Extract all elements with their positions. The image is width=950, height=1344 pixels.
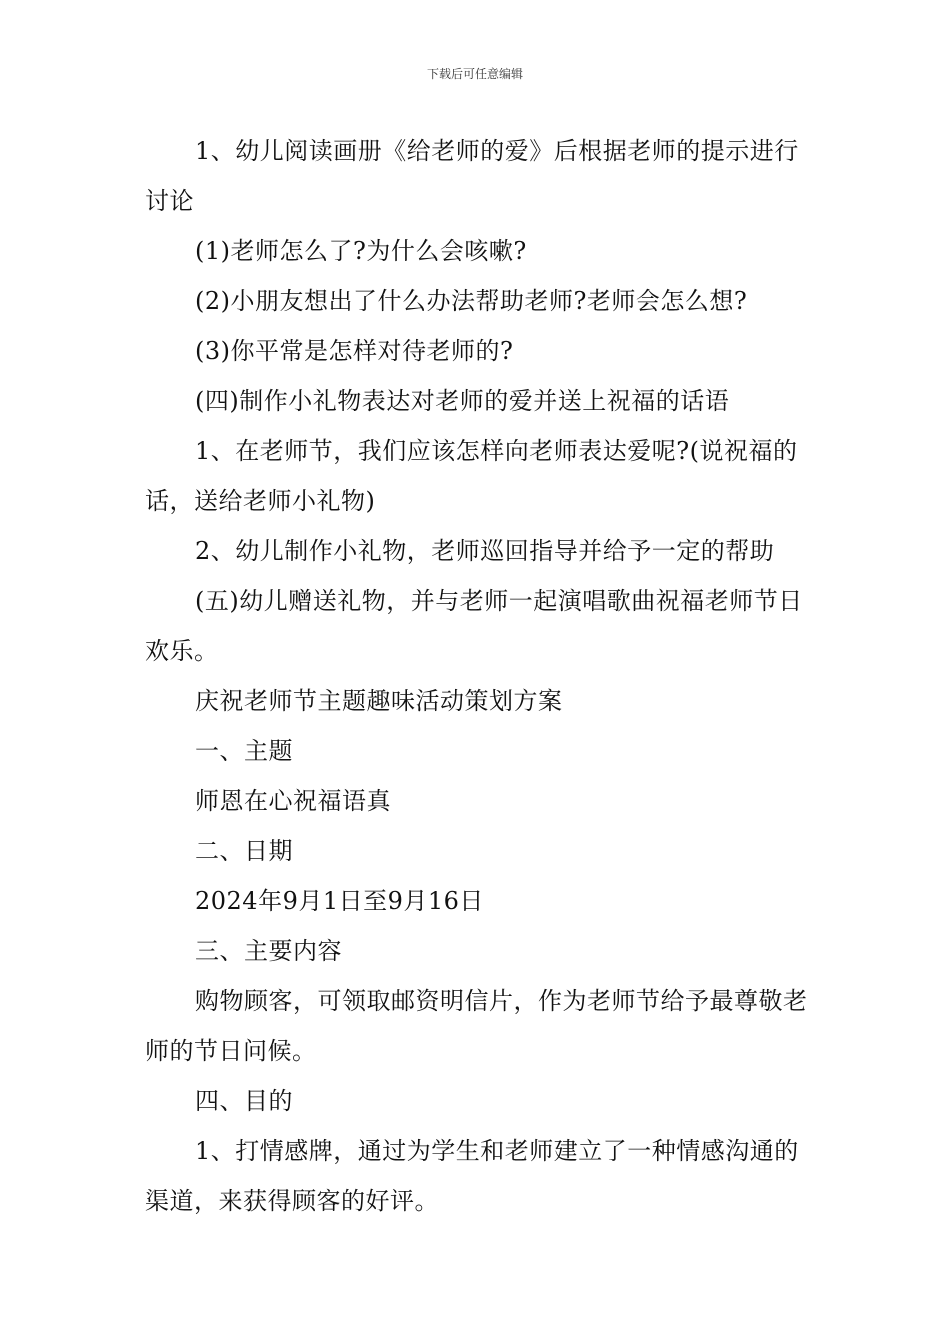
- paragraph-question-2: (2)小朋友想出了什么办法帮助老师?老师会怎么想?: [195, 287, 748, 315]
- paragraph-content-heading: 三、主要内容: [195, 937, 342, 965]
- paragraph-content: 购物顾客，可领取邮资明信片，作为老师节给予最尊敬老师的节日问候。: [145, 987, 808, 1065]
- paragraph-question-3: (3)你平常是怎样对待老师的?: [195, 337, 514, 365]
- paragraph-discussion: 1、幼儿阅读画册《给老师的爱》后根据老师的提示进行讨论: [145, 137, 799, 215]
- paragraph-purpose-1: 1、打情感牌，通过为学生和老师建立了一种情感沟通的渠道，来获得顾客的好评。: [145, 1137, 799, 1215]
- paragraph-question-1: (1)老师怎么了?为什么会咳嗽?: [195, 237, 527, 265]
- paragraph-date-heading: 二、日期: [195, 837, 293, 865]
- page-header: 下载后可任意编辑: [426, 67, 523, 81]
- paragraph-date: 2024年9月1日至9月16日: [195, 887, 484, 915]
- paragraph-purpose-heading: 四、目的: [195, 1087, 293, 1115]
- paragraph-theme: 师恩在心祝福语真: [195, 787, 391, 815]
- paragraph-section-five: (五)幼儿赠送礼物，并与老师一起演唱歌曲祝福老师节日欢乐。: [145, 587, 803, 665]
- paragraph-theme-heading: 一、主题: [195, 737, 293, 765]
- document-body: [145, 126, 810, 1226]
- paragraph-section-four: (四)制作小礼物表达对老师的爱并送上祝福的话语: [195, 387, 730, 415]
- paragraph-express-love: 1、在老师节，我们应该怎样向老师表达爱呢?(说祝福的话，送给老师小礼物): [145, 437, 798, 515]
- paragraph-plan-title: 庆祝老师节主题趣味活动策划方案: [195, 687, 563, 715]
- paragraph-make-gifts: 2、幼儿制作小礼物，老师巡回指导并给予一定的帮助: [195, 537, 775, 565]
